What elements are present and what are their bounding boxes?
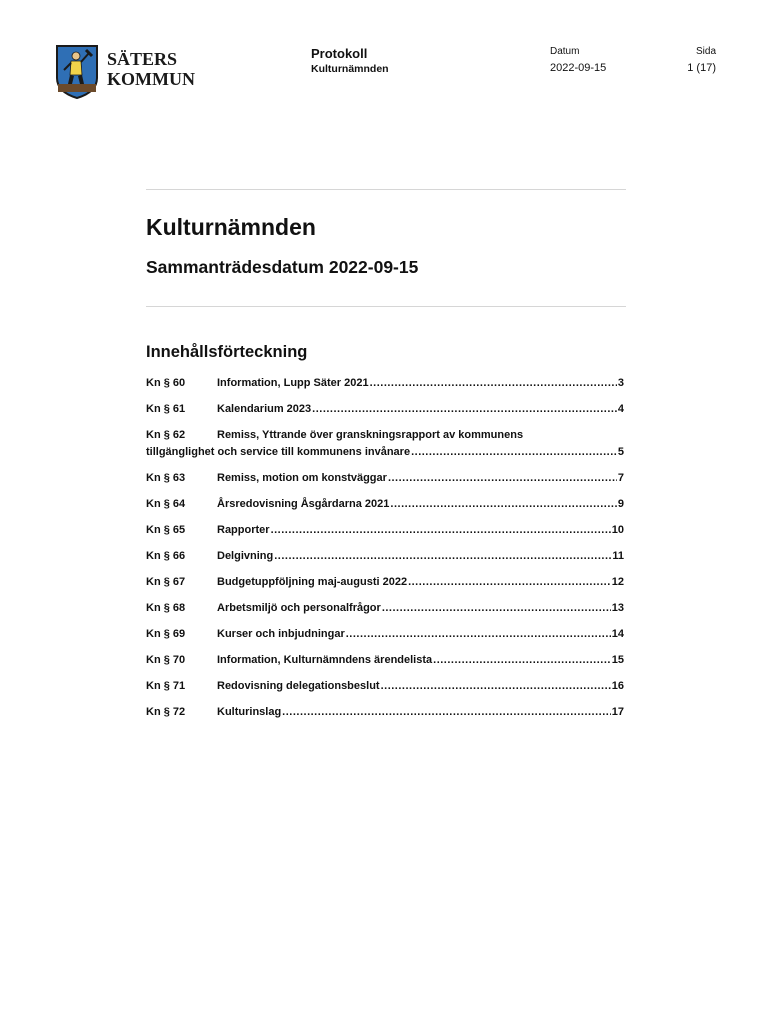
toc-item[interactable]	[146, 652, 624, 669]
toc-item-number: Kn § 66	[146, 550, 186, 562]
toc-item-page: 16	[611, 680, 624, 692]
toc-item-title: Kurser och inbjudningar	[217, 628, 345, 640]
dot-leader	[274, 548, 611, 565]
dot-leader	[381, 678, 611, 695]
toc-item[interactable]	[146, 522, 624, 539]
toc-item-number: Kn § 67	[146, 576, 186, 588]
dot-leader	[312, 401, 617, 418]
toc-item-title: Budgetuppföljning maj-augusti 2022	[217, 576, 408, 588]
dot-leader	[346, 626, 611, 643]
toc-item-title-continued: tillgänglighet och service till kommunens invånare	[146, 446, 411, 458]
toc-item-page: 14	[611, 628, 624, 640]
dot-leader	[388, 470, 617, 487]
toc-item-number: Kn § 72	[146, 706, 186, 718]
toc-item[interactable]	[146, 496, 624, 513]
date-value: 2022-09-15	[550, 62, 607, 74]
toc-item[interactable]	[146, 574, 624, 591]
page-label: Sida	[695, 46, 716, 57]
toc-item-title: Information, Lupp Säter 2021	[217, 377, 369, 389]
divider	[146, 306, 626, 307]
toc-item-page: 13	[611, 602, 624, 614]
toc-item-page: 17	[611, 706, 624, 718]
toc-item-number: Kn § 65	[146, 524, 186, 536]
dot-leader	[370, 375, 617, 392]
document-type: Protokoll	[311, 46, 368, 61]
dot-leader	[382, 600, 611, 617]
municipality-logo	[55, 44, 215, 100]
toc-item-page: 11	[612, 550, 624, 562]
toc-item-number: Kn § 63	[146, 472, 186, 484]
dot-leader	[390, 496, 616, 513]
toc-item-title: Remiss, motion om konstväggar	[217, 472, 387, 484]
logo-line-1: SÄTERS	[107, 49, 178, 69]
toc-item[interactable]	[146, 427, 624, 461]
meeting-date-subtitle: Sammanträdesdatum 2022-09-15	[146, 257, 419, 277]
toc-item-title: Arbetsmiljö och personalfrågor	[217, 602, 381, 614]
dot-leader	[271, 522, 611, 539]
page-title: Kulturnämnden	[146, 214, 316, 240]
toc-item[interactable]	[146, 704, 624, 721]
toc-item[interactable]	[146, 470, 624, 487]
toc-item-number: Kn § 60	[146, 377, 186, 389]
toc-item-number: Kn § 70	[146, 654, 186, 666]
dot-leader	[433, 652, 611, 669]
toc-item-title: Rapporter	[217, 524, 270, 536]
toc-item-title: Information, Kulturnämndens ärendelista	[217, 654, 433, 666]
toc-item[interactable]	[146, 678, 624, 695]
toc-item-number: Kn § 69	[146, 628, 186, 640]
page-number: 1 (17)	[687, 62, 716, 74]
dot-leader	[411, 444, 617, 461]
toc-item[interactable]	[146, 375, 624, 392]
committee-name: Kulturnämnden	[311, 63, 389, 75]
toc-item-page: 10	[611, 524, 624, 536]
toc-item-page: 9	[617, 498, 624, 510]
coat-of-arms-icon	[55, 44, 99, 100]
date-label: Datum	[550, 46, 580, 57]
toc-item-page: 7	[617, 472, 624, 484]
toc-item-page: 12	[611, 576, 624, 588]
toc-item-number: Kn § 61	[146, 403, 186, 415]
toc-item-page: 15	[611, 654, 624, 666]
toc-item-number: Kn § 68	[146, 602, 186, 614]
toc-item-title: Redovisning delegationsbeslut	[217, 680, 380, 692]
logo-line-2: KOMMUN	[107, 69, 195, 89]
toc-item-title: Kulturinslag	[217, 706, 282, 718]
toc-item-number: Kn § 71	[146, 680, 186, 692]
dot-leader	[282, 704, 611, 721]
toc-item[interactable]	[146, 626, 624, 643]
toc-item-page: 3	[617, 377, 624, 389]
dot-leader	[408, 574, 611, 591]
toc-item-title: Delgivning	[217, 550, 274, 562]
toc-item-title: Kalendarium 2023	[217, 403, 312, 415]
toc-item[interactable]	[146, 548, 624, 565]
toc-heading: Innehållsförteckning	[146, 343, 308, 361]
toc-item-page: 4	[617, 403, 624, 415]
toc-item-title: Årsredovisning Åsgårdarna 2021	[217, 498, 390, 510]
toc-item[interactable]	[146, 401, 624, 418]
toc-item-number: Kn § 62	[146, 429, 186, 441]
divider	[146, 189, 626, 190]
table-of-contents	[146, 375, 624, 730]
toc-item[interactable]	[146, 600, 624, 617]
toc-item-number: Kn § 64	[146, 498, 186, 510]
toc-item-title: Remiss, Yttrande över granskningsrapport av kommunens	[217, 429, 524, 441]
toc-item-page: 5	[617, 446, 624, 458]
